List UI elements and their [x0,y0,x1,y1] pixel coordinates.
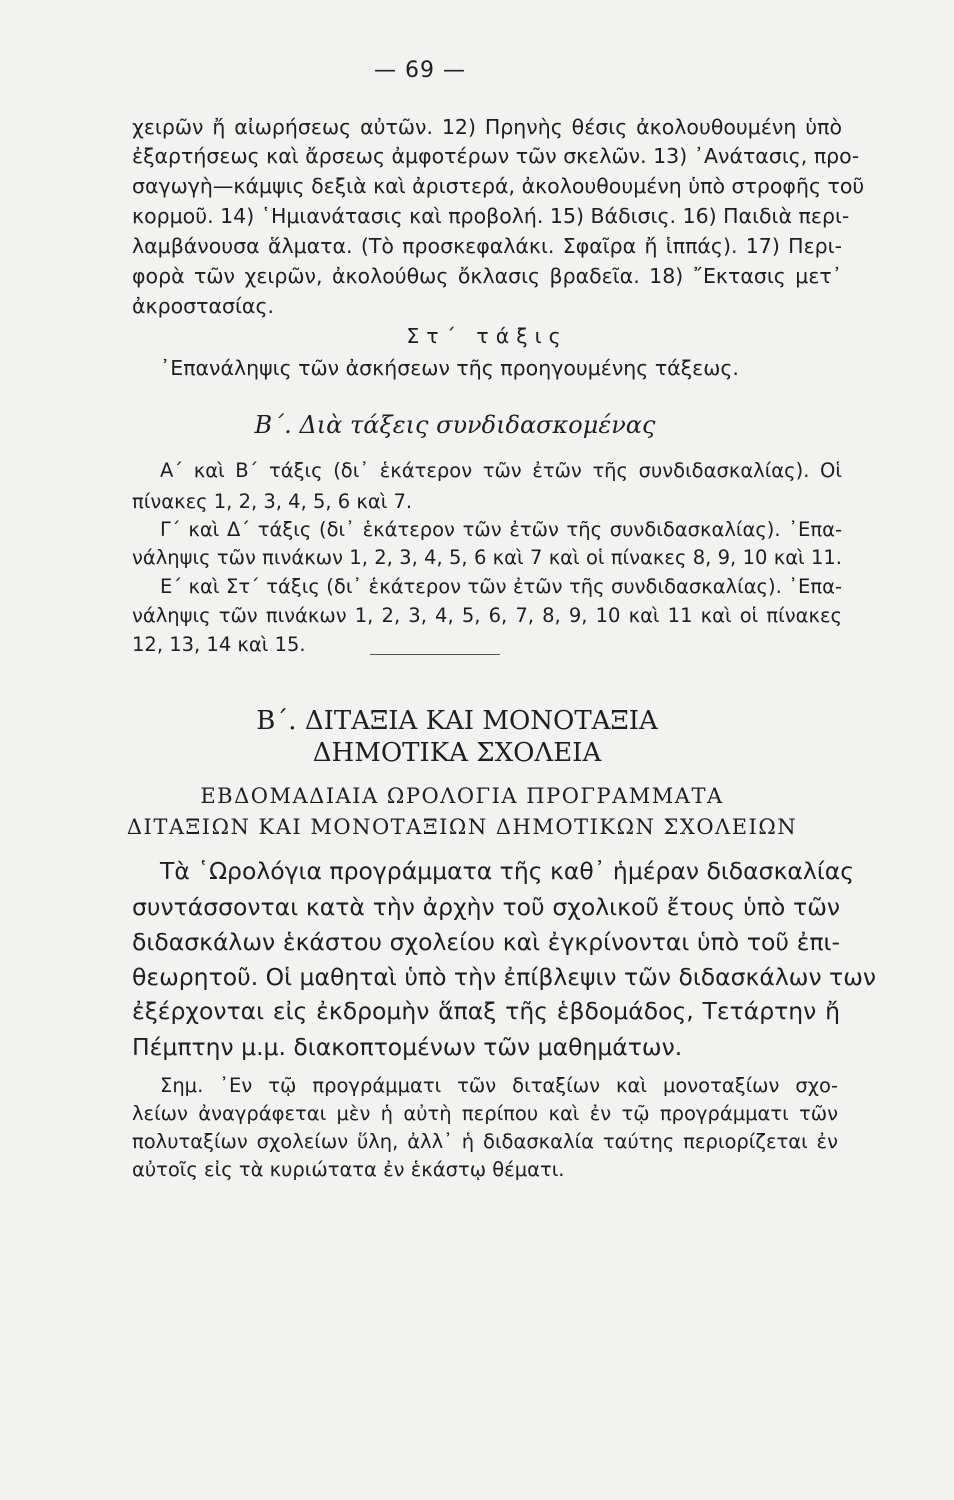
text-line: Πέμπτην μ.μ. διακοπτομένων τῶν μαθημάτων. [132,1033,683,1061]
text-line: φορὰ τῶν χειρῶν, ἀκολούθως ὄκλασις βραδεῖα. 18) ῎Εκτασις μετ᾿ [132,264,842,288]
class-heading: Στ΄ τάξις [406,324,568,348]
section-divider [370,654,500,655]
text-line: Σημ. ᾿Εν τῷ προγράμματι τῶν διταξίων καὶ μονοταξίων σχο- [160,1074,838,1097]
text-line: Α΄ καὶ Β΄ τάξις (δι᾿ ἑκάτερον τῶν ἐτῶν τῆς συνδιδασκαλίας). Οἱ [160,459,842,482]
sub-heading-line-2: ΔΙΤΑΞΙΩΝ ΚΑΙ ΜΟΝΟΤΑΞΙΩΝ ΔΗΜΟΤΙΚΩΝ ΣΧΟΛΕΙΩΝ [126,815,798,839]
section-b-heading: Β΄. Διὰ τάξεις συνδιδασκομένας [254,411,656,439]
text-line: Γ΄ καὶ Δ΄ τάξις (δι᾿ ἑκάτερον τῶν ἐτῶν τῆς συνδιδασκαλίας). ᾿Επα- [160,518,842,541]
text-line: Τὰ ῾Ωρολόγια προγράμματα τῆς καθ᾿ ἡμέραν διδασκαλίας [160,857,855,885]
text-line: λείων ἀναγράφεται μὲν ἡ αὐτὴ περίπου καὶ ἐν τῷ προγράμματι τῶν [132,1102,838,1125]
main-heading-line-2: ΔΗΜΟΤΙΚΑ ΣΧΟΛΕΙΑ [312,738,602,768]
text-line: Ε΄ καὶ Στ΄ τάξις (δι᾿ ἑκάτερον τῶν ἐτῶν τῆς συνδιδασκαλίας). ᾿Επα- [160,575,842,598]
main-heading-line-1: Β΄. ΔΙΤΑΞΙΑ ΚΑΙ ΜΟΝΟΤΑΞΙΑ [256,706,658,736]
text-line: χειρῶν ἤ αἰωρήσεως αὐτῶν. 12) Πρηνὴς θέσις ἀκολουθουμένη ὑπὸ [132,115,842,139]
page-number: — 69 — [374,58,466,83]
text-line: λαμβάνουσα ἅλματα. (Τὸ προσκεφαλάκι. Σφαῖρα ἤ ἱππάς). 17) Περι- [132,234,842,258]
text-line: νάληψις τῶν πινάκων 1, 2, 3, 4, 5, 6, 7, 8, 9, 10 καὶ 11 καὶ οἱ πίνακες [132,604,842,627]
text-line: πίνακες 1, 2, 3, 4, 5, 6 καὶ 7. [132,490,413,513]
text-line: ἐξαρτήσεως καὶ ἄρσεως ἀμφοτέρων τῶν σκελῶν. 13) ᾿Ανάτασις, προ- [132,144,860,168]
text-line: συντάσσονται κατὰ τὴν ἀρχὴν τοῦ σχολικοῦ ἔτους ὑπὸ τῶν [132,893,840,921]
text-line: 12, 13, 14 καὶ 15. [132,633,306,656]
text-line: σαγωγὴ—κάμψις δεξιὰ καὶ ἀριστερά, ἀκολουθουμένη ὑπὸ στροφῆς τοῦ [132,174,865,198]
class-line: ᾿Επανάληψις τῶν ἀσκήσεων τῆς προηγουμένης τάξεως. [160,356,739,380]
text-line: θεωρητοῦ. Οἱ μαθηταὶ ὑπὸ τὴν ἐπίβλεψιν τῶν διδασκάλων των [132,963,877,991]
text-line: ἐξέρχονται εἰς ἐκδρομὴν ἅπαξ τῆς ἑβδομάδος, Τετάρτην ἤ [132,997,840,1025]
text-line: αὐτοῖς εἰς τὰ κυριώτατα ἐν ἑκάστῳ θέματι. [132,1158,565,1181]
sub-heading-line-1: ΕΒΔΟΜΑΔΙΑΙΑ ΩΡΟΛΟΓΙΑ ΠΡΟΓΡΑΜΜΑΤΑ [200,784,724,808]
text-line: διδασκάλων ἑκάστου σχολείου καὶ ἐγκρίνονται ὑπὸ τοῦ ἐπι- [132,928,840,956]
text-line: κορμοῦ. 14) ῾Ημιανάτασις καὶ προβολή. 15) Βάδισις. 16) Παιδιὰ περι- [132,204,850,228]
text-line: ἀκροστασίας. [132,294,274,318]
text-line: νάληψις τῶν πινάκων 1, 2, 3, 4, 5, 6 καὶ 7 καὶ οἱ πίνακες 8, 9, 10 καὶ 11. [132,546,842,569]
text-line: πολυταξίων σχολείων ὕλη, ἀλλ᾿ ἡ διδασκαλία ταύτης περιορίζεται ἐν [132,1130,838,1153]
